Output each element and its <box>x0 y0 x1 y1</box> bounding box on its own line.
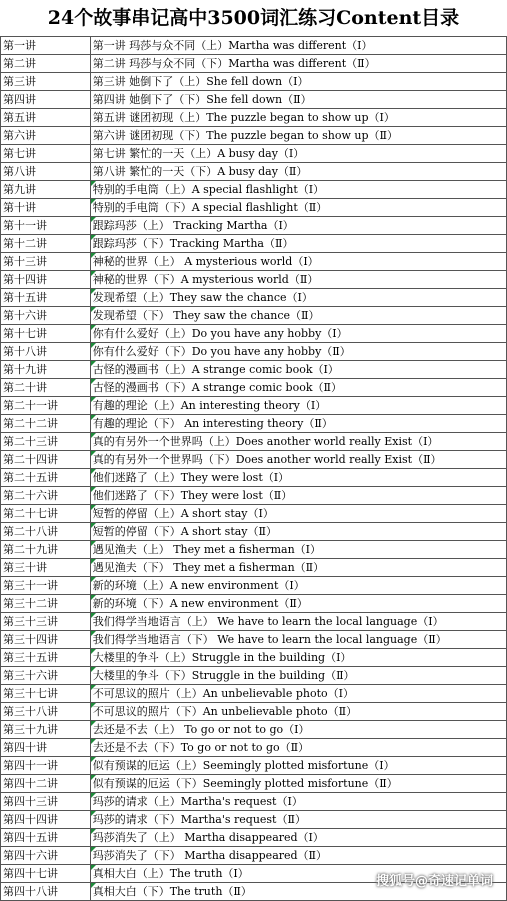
lecture-title-cell: 第二讲 玛莎与众不同（下）Martha was different（Ⅱ） <box>90 55 506 73</box>
lecture-number-cell: 第二十七讲 <box>1 505 91 523</box>
lecture-number-cell: 第二十讲 <box>1 379 91 397</box>
contents-table-body <box>1 37 507 901</box>
cell-marker-icon <box>91 253 96 258</box>
lecture-number-cell: 第三讲 <box>1 73 91 91</box>
lecture-title-cell: 发现希望（下） They saw the chance（Ⅱ） <box>90 307 506 325</box>
lecture-number-cell: 第七讲 <box>1 145 91 163</box>
cell-marker-icon <box>91 217 96 222</box>
lecture-number-cell: 第二十九讲 <box>1 541 91 559</box>
lecture-number-cell: 第一讲 <box>1 37 91 55</box>
cell-marker-icon <box>91 541 96 546</box>
lecture-number-cell: 第四十五讲 <box>1 829 91 847</box>
lecture-title-cell: 古怪的漫画书（下）A strange comic book（Ⅱ） <box>90 379 506 397</box>
lecture-title-cell: 发现希望（上）They saw the chance（Ⅰ） <box>90 289 506 307</box>
lecture-number-cell: 第四十二讲 <box>1 775 91 793</box>
cell-marker-icon <box>91 523 96 528</box>
lecture-title-cell: 第一讲 玛莎与众不同（上）Martha was different（Ⅰ） <box>90 37 506 55</box>
table-row <box>1 181 507 199</box>
table-row <box>1 577 507 595</box>
cell-marker-icon <box>91 415 96 420</box>
lecture-title-cell: 第五讲 谜团初现（上）The puzzle began to show up（Ⅰ） <box>90 109 506 127</box>
lecture-title-cell: 去还是不去（下）To go or not to go（Ⅱ） <box>90 739 506 757</box>
table-row <box>1 109 507 127</box>
table-row <box>1 469 507 487</box>
page-title: 24个故事串记高中3500词汇练习Content目录 <box>47 7 460 29</box>
table-row <box>1 829 507 847</box>
table-row <box>1 559 507 577</box>
cell-marker-icon <box>91 289 96 294</box>
lecture-title-cell: 短暂的停留（下）A short stay（Ⅱ） <box>90 523 506 541</box>
table-row <box>1 775 507 793</box>
lecture-title-cell: 玛莎的请求（上）Martha's request（Ⅰ） <box>90 793 506 811</box>
table-row <box>1 253 507 271</box>
lecture-title-cell: 第七讲 繁忙的一天（上）A busy day（Ⅰ） <box>90 145 506 163</box>
cell-marker-icon <box>91 361 96 366</box>
lecture-title-cell: 有趣的理论（下） An interesting theory（Ⅱ） <box>90 415 506 433</box>
lecture-title-cell: 第四讲 她倒下了（下）She fell down（Ⅱ） <box>90 91 506 109</box>
cell-marker-icon <box>91 325 96 330</box>
table-row <box>1 271 507 289</box>
lecture-number-cell: 第四十一讲 <box>1 757 91 775</box>
lecture-number-cell: 第四十三讲 <box>1 793 91 811</box>
cell-marker-icon <box>91 775 96 780</box>
lecture-title-cell: 特别的手电筒（上）A special flashlight（Ⅰ） <box>90 181 506 199</box>
lecture-title-cell: 不可思议的照片（下）An unbelievable photo（Ⅱ） <box>90 703 506 721</box>
lecture-title-cell: 神秘的世界（上） A mysterious world（Ⅰ） <box>90 253 506 271</box>
lecture-title-cell: 去还是不去（上） To go or not to go（Ⅰ） <box>90 721 506 739</box>
table-row <box>1 757 507 775</box>
lecture-title-cell: 第三讲 她倒下了（上）She fell down（Ⅰ） <box>90 73 506 91</box>
lecture-number-cell: 第十六讲 <box>1 307 91 325</box>
table-row <box>1 343 507 361</box>
table-row <box>1 37 507 55</box>
table-row <box>1 415 507 433</box>
table-row <box>1 217 507 235</box>
lecture-number-cell: 第十三讲 <box>1 253 91 271</box>
lecture-title-cell: 你有什么爱好（上）Do you have any hobby（Ⅰ） <box>90 325 506 343</box>
lecture-number-cell: 第五讲 <box>1 109 91 127</box>
cell-marker-icon <box>91 883 96 888</box>
lecture-number-cell: 第十一讲 <box>1 217 91 235</box>
lecture-title-cell: 真相大白（下）The truth（Ⅱ） <box>90 883 506 901</box>
table-row <box>1 631 507 649</box>
table-row <box>1 739 507 757</box>
lecture-title-cell: 新的环境（上）A new environment（Ⅰ） <box>90 577 506 595</box>
lecture-title-cell: 有趣的理论（上）An interesting theory（Ⅰ） <box>90 397 506 415</box>
cell-marker-icon <box>91 397 96 402</box>
lecture-number-cell: 第四十四讲 <box>1 811 91 829</box>
lecture-number-cell: 第三十九讲 <box>1 721 91 739</box>
lecture-title-cell: 似有预谋的厄运（下）Seemingly plotted misfortune（Ⅱ） <box>90 775 506 793</box>
cell-marker-icon <box>91 487 96 492</box>
table-row <box>1 145 507 163</box>
cell-marker-icon <box>91 829 96 834</box>
table-row <box>1 451 507 469</box>
table-row <box>1 595 507 613</box>
cell-marker-icon <box>91 613 96 618</box>
cell-marker-icon <box>91 757 96 762</box>
cell-marker-icon <box>91 379 96 384</box>
lecture-number-cell: 第六讲 <box>1 127 91 145</box>
table-row <box>1 613 507 631</box>
table-row <box>1 649 507 667</box>
lecture-title-cell: 神秘的世界（下）A mysterious world（Ⅱ） <box>90 271 506 289</box>
table-row <box>1 433 507 451</box>
cell-marker-icon <box>91 199 96 204</box>
lecture-number-cell: 第三十一讲 <box>1 577 91 595</box>
lecture-title-cell: 跟踪玛莎（下）Tracking Martha（Ⅱ） <box>90 235 506 253</box>
lecture-title-cell: 第六讲 谜团初现（下）The puzzle began to show up（Ⅱ） <box>90 127 506 145</box>
cell-marker-icon <box>91 271 96 276</box>
lecture-title-cell: 遇见渔夫（上） They met a fisherman（Ⅰ） <box>90 541 506 559</box>
lecture-number-cell: 第十讲 <box>1 199 91 217</box>
cell-marker-icon <box>91 685 96 690</box>
lecture-title-cell: 大楼里的争斗（上）Struggle in the building（Ⅰ） <box>90 649 506 667</box>
lecture-title-cell: 短暂的停留（上）A short stay（Ⅰ） <box>90 505 506 523</box>
table-row <box>1 127 507 145</box>
cell-marker-icon <box>91 739 96 744</box>
lecture-title-cell: 似有预谋的厄运（上）Seemingly plotted misfortune（Ⅰ） <box>90 757 506 775</box>
table-row <box>1 235 507 253</box>
table-row <box>1 667 507 685</box>
lecture-number-cell: 第四十六讲 <box>1 847 91 865</box>
lecture-title-cell: 他们迷路了（上）They were lost（Ⅰ） <box>90 469 506 487</box>
cell-marker-icon <box>91 649 96 654</box>
table-row <box>1 721 507 739</box>
cell-marker-icon <box>91 793 96 798</box>
lecture-number-cell: 第二十八讲 <box>1 523 91 541</box>
lecture-title-cell: 我们得学当地语言（下） We have to learn the local language（Ⅱ） <box>90 631 506 649</box>
table-row <box>1 703 507 721</box>
table-row <box>1 73 507 91</box>
lecture-number-cell: 第二十一讲 <box>1 397 91 415</box>
cell-marker-icon <box>91 703 96 708</box>
cell-marker-icon <box>91 343 96 348</box>
table-row <box>1 523 507 541</box>
lecture-title-cell: 古怪的漫画书（上）A strange comic book（Ⅰ） <box>90 361 506 379</box>
lecture-number-cell: 第三十讲 <box>1 559 91 577</box>
lecture-number-cell: 第二讲 <box>1 55 91 73</box>
lecture-number-cell: 第四讲 <box>1 91 91 109</box>
cell-marker-icon <box>91 667 96 672</box>
lecture-title-cell: 你有什么爱好（下）Do you have any hobby（Ⅱ） <box>90 343 506 361</box>
lecture-number-cell: 第三十五讲 <box>1 649 91 667</box>
table-row <box>1 289 507 307</box>
table-row <box>1 55 507 73</box>
lecture-number-cell: 第二十三讲 <box>1 433 91 451</box>
lecture-number-cell: 第十九讲 <box>1 361 91 379</box>
lecture-number-cell: 第二十二讲 <box>1 415 91 433</box>
lecture-title-cell: 真相大白（上）The truth（Ⅰ） <box>90 865 506 883</box>
cell-marker-icon <box>91 181 96 186</box>
lecture-title-cell: 第八讲 繁忙的一天（下）A busy day（Ⅱ） <box>90 163 506 181</box>
cell-marker-icon <box>91 721 96 726</box>
table-row <box>1 325 507 343</box>
table-row <box>1 541 507 559</box>
lecture-number-cell: 第三十三讲 <box>1 613 91 631</box>
table-row <box>1 199 507 217</box>
table-row <box>1 811 507 829</box>
lecture-number-cell: 第四十讲 <box>1 739 91 757</box>
lecture-title-cell: 真的有另外一个世界吗（下）Does another world really Exist（Ⅱ） <box>90 451 506 469</box>
lecture-title-cell: 跟踪玛莎（上） Tracking Martha（Ⅰ） <box>90 217 506 235</box>
lecture-number-cell: 第三十六讲 <box>1 667 91 685</box>
lecture-number-cell: 第三十八讲 <box>1 703 91 721</box>
lecture-number-cell: 第十二讲 <box>1 235 91 253</box>
watermark: 搜狐号@奇速记单词 <box>375 874 493 889</box>
table-row <box>1 91 507 109</box>
lecture-number-cell: 第三十四讲 <box>1 631 91 649</box>
table-row <box>1 379 507 397</box>
table-row <box>1 793 507 811</box>
cell-marker-icon <box>91 865 96 870</box>
table-row <box>1 685 507 703</box>
cell-marker-icon <box>91 847 96 852</box>
lecture-title-cell: 大楼里的争斗（下）Struggle in the building（Ⅱ） <box>90 667 506 685</box>
cell-marker-icon <box>91 631 96 636</box>
lecture-title-cell: 遇见渔夫（下） They met a fisherman（Ⅱ） <box>90 559 506 577</box>
lecture-number-cell: 第八讲 <box>1 163 91 181</box>
lecture-title-cell: 我们得学当地语言（上） We have to learn the local language（Ⅰ） <box>90 613 506 631</box>
lecture-number-cell: 第四十七讲 <box>1 865 91 883</box>
lecture-title-cell: 特别的手电筒（下）A special flashlight（Ⅱ） <box>90 199 506 217</box>
table-row <box>1 847 507 865</box>
lecture-number-cell: 第四十八讲 <box>1 883 91 901</box>
table-row <box>1 361 507 379</box>
lecture-number-cell: 第二十五讲 <box>1 469 91 487</box>
cell-marker-icon <box>91 559 96 564</box>
lecture-number-cell: 第三十七讲 <box>1 685 91 703</box>
lecture-title-cell: 玛莎消失了（下） Martha disappeared（Ⅱ） <box>90 847 506 865</box>
lecture-title-cell: 真的有另外一个世界吗（上）Does another world really Exist（Ⅰ） <box>90 433 506 451</box>
cell-marker-icon <box>91 433 96 438</box>
lecture-number-cell: 第九讲 <box>1 181 91 199</box>
table-row <box>1 163 507 181</box>
table-row <box>1 505 507 523</box>
lecture-number-cell: 第十五讲 <box>1 289 91 307</box>
lecture-title-cell: 他们迷路了（下）They were lost（Ⅱ） <box>90 487 506 505</box>
cell-marker-icon <box>91 469 96 474</box>
cell-marker-icon <box>91 505 96 510</box>
lecture-title-cell: 玛莎的请求（下）Martha's request（Ⅱ） <box>90 811 506 829</box>
lecture-number-cell: 第十八讲 <box>1 343 91 361</box>
lecture-title-cell: 玛莎消失了（上） Martha disappeared（Ⅰ） <box>90 829 506 847</box>
cell-marker-icon <box>91 595 96 600</box>
table-row <box>1 487 507 505</box>
table-row <box>1 307 507 325</box>
lecture-number-cell: 第二十四讲 <box>1 451 91 469</box>
contents-table <box>0 36 507 901</box>
cell-marker-icon <box>91 577 96 582</box>
table-row <box>1 397 507 415</box>
lecture-number-cell: 第三十二讲 <box>1 595 91 613</box>
lecture-number-cell: 第十七讲 <box>1 325 91 343</box>
lecture-title-cell: 不可思议的照片（上）An unbelievable photo（Ⅰ） <box>90 685 506 703</box>
cell-marker-icon <box>91 307 96 312</box>
cell-marker-icon <box>91 451 96 456</box>
lecture-number-cell: 第二十六讲 <box>1 487 91 505</box>
lecture-title-cell: 新的环境（下）A new environment（Ⅱ） <box>90 595 506 613</box>
cell-marker-icon <box>91 235 96 240</box>
lecture-number-cell: 第十四讲 <box>1 271 91 289</box>
cell-marker-icon <box>91 811 96 816</box>
